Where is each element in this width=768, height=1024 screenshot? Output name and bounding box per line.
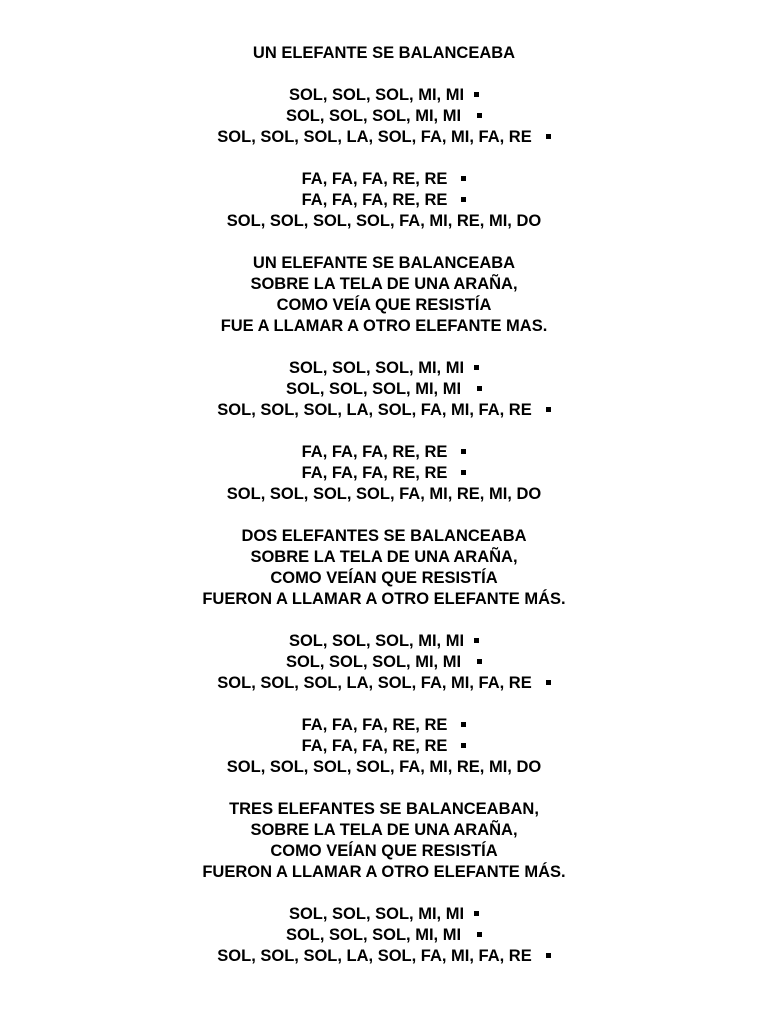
notes-line: SOL, SOL, SOL, MI, MI	[285, 926, 462, 944]
notes-line: SOL, SOL, SOL, MI, MI	[288, 905, 465, 923]
bullet-icon	[474, 365, 479, 370]
bullet-icon	[461, 449, 466, 454]
notes-line: SOL, SOL, SOL, LA, SOL, FA, MI, FA, RE	[217, 128, 532, 146]
bullet-icon	[461, 470, 466, 475]
notes-block	[0, 904, 768, 967]
bullet-icon	[477, 659, 482, 664]
bullet-icon	[474, 638, 479, 643]
bullet-icon	[546, 680, 551, 685]
verse-line: FUERON A LLAMAR A OTRO ELEFANTE MÁS.	[202, 590, 566, 608]
notes-line: SOL, SOL, SOL, MI, MI	[285, 653, 462, 671]
document-title: UN ELEFANTE SE BALANCEABA	[252, 44, 516, 62]
verse	[0, 526, 768, 610]
bullet-icon	[546, 134, 551, 139]
verse-line: TRES ELEFANTES SE BALANCEABAN,	[229, 800, 539, 818]
notes-line: FA, FA, FA, RE, RE	[301, 170, 448, 188]
verse-line: SOBRE LA TELA DE UNA ARAÑA,	[250, 548, 518, 566]
notes-line: SOL, SOL, SOL, LA, SOL, FA, MI, FA, RE	[217, 401, 532, 419]
notes-line: SOL, SOL, SOL, MI, MI	[285, 380, 462, 398]
notes-line: SOL, SOL, SOL, LA, SOL, FA, MI, FA, RE	[217, 674, 532, 692]
bullet-icon	[474, 911, 479, 916]
bullet-icon	[461, 722, 466, 727]
verse-line: FUE A LLAMAR A OTRO ELEFANTE MAS.	[220, 317, 548, 335]
notes-line: FA, FA, FA, RE, RE	[301, 443, 448, 461]
notes-line: SOL, SOL, SOL, LA, SOL, FA, MI, FA, RE	[217, 947, 532, 965]
notes-line: SOL, SOL, SOL, MI, MI	[288, 632, 465, 650]
verse-line: UN ELEFANTE SE BALANCEABA	[252, 254, 516, 272]
verse-line: COMO VEÍA QUE RESISTÍA	[276, 296, 492, 314]
verse-line: COMO VEÍAN QUE RESISTÍA	[270, 569, 498, 587]
bullet-icon	[477, 932, 482, 937]
notes-line: FA, FA, FA, RE, RE	[301, 464, 448, 482]
verse	[0, 799, 768, 883]
notes-line: FA, FA, FA, RE, RE	[301, 191, 448, 209]
notes-line: SOL, SOL, SOL, MI, MI	[288, 86, 465, 104]
lyrics-document	[0, 43, 768, 967]
bullet-icon	[461, 176, 466, 181]
notes-line: FA, FA, FA, RE, RE	[301, 716, 448, 734]
bullet-icon	[546, 953, 551, 958]
bullet-icon	[477, 386, 482, 391]
verse-line: FUERON A LLAMAR A OTRO ELEFANTE MÁS.	[202, 863, 566, 881]
verse-line: COMO VEÍAN QUE RESISTÍA	[270, 842, 498, 860]
notes-line: FA, FA, FA, RE, RE	[301, 737, 448, 755]
verse	[0, 253, 768, 337]
notes-line: SOL, SOL, SOL, SOL, FA, MI, RE, MI, DO	[226, 758, 542, 776]
bullet-icon	[477, 113, 482, 118]
bullet-icon	[461, 743, 466, 748]
notes-line: SOL, SOL, SOL, SOL, FA, MI, RE, MI, DO	[226, 485, 542, 503]
bullet-icon	[461, 197, 466, 202]
notes-block	[0, 358, 768, 505]
verse-line: SOBRE LA TELA DE UNA ARAÑA,	[250, 275, 518, 293]
verse-line: DOS ELEFANTES SE BALANCEABA	[241, 527, 527, 545]
notes-block	[0, 85, 768, 232]
bullet-icon	[546, 407, 551, 412]
verse-line: SOBRE LA TELA DE UNA ARAÑA,	[250, 821, 518, 839]
bullet-icon	[474, 92, 479, 97]
notes-line: SOL, SOL, SOL, MI, MI	[285, 107, 462, 125]
notes-block	[0, 631, 768, 778]
notes-line: SOL, SOL, SOL, SOL, FA, MI, RE, MI, DO	[226, 212, 542, 230]
notes-line: SOL, SOL, SOL, MI, MI	[288, 359, 465, 377]
